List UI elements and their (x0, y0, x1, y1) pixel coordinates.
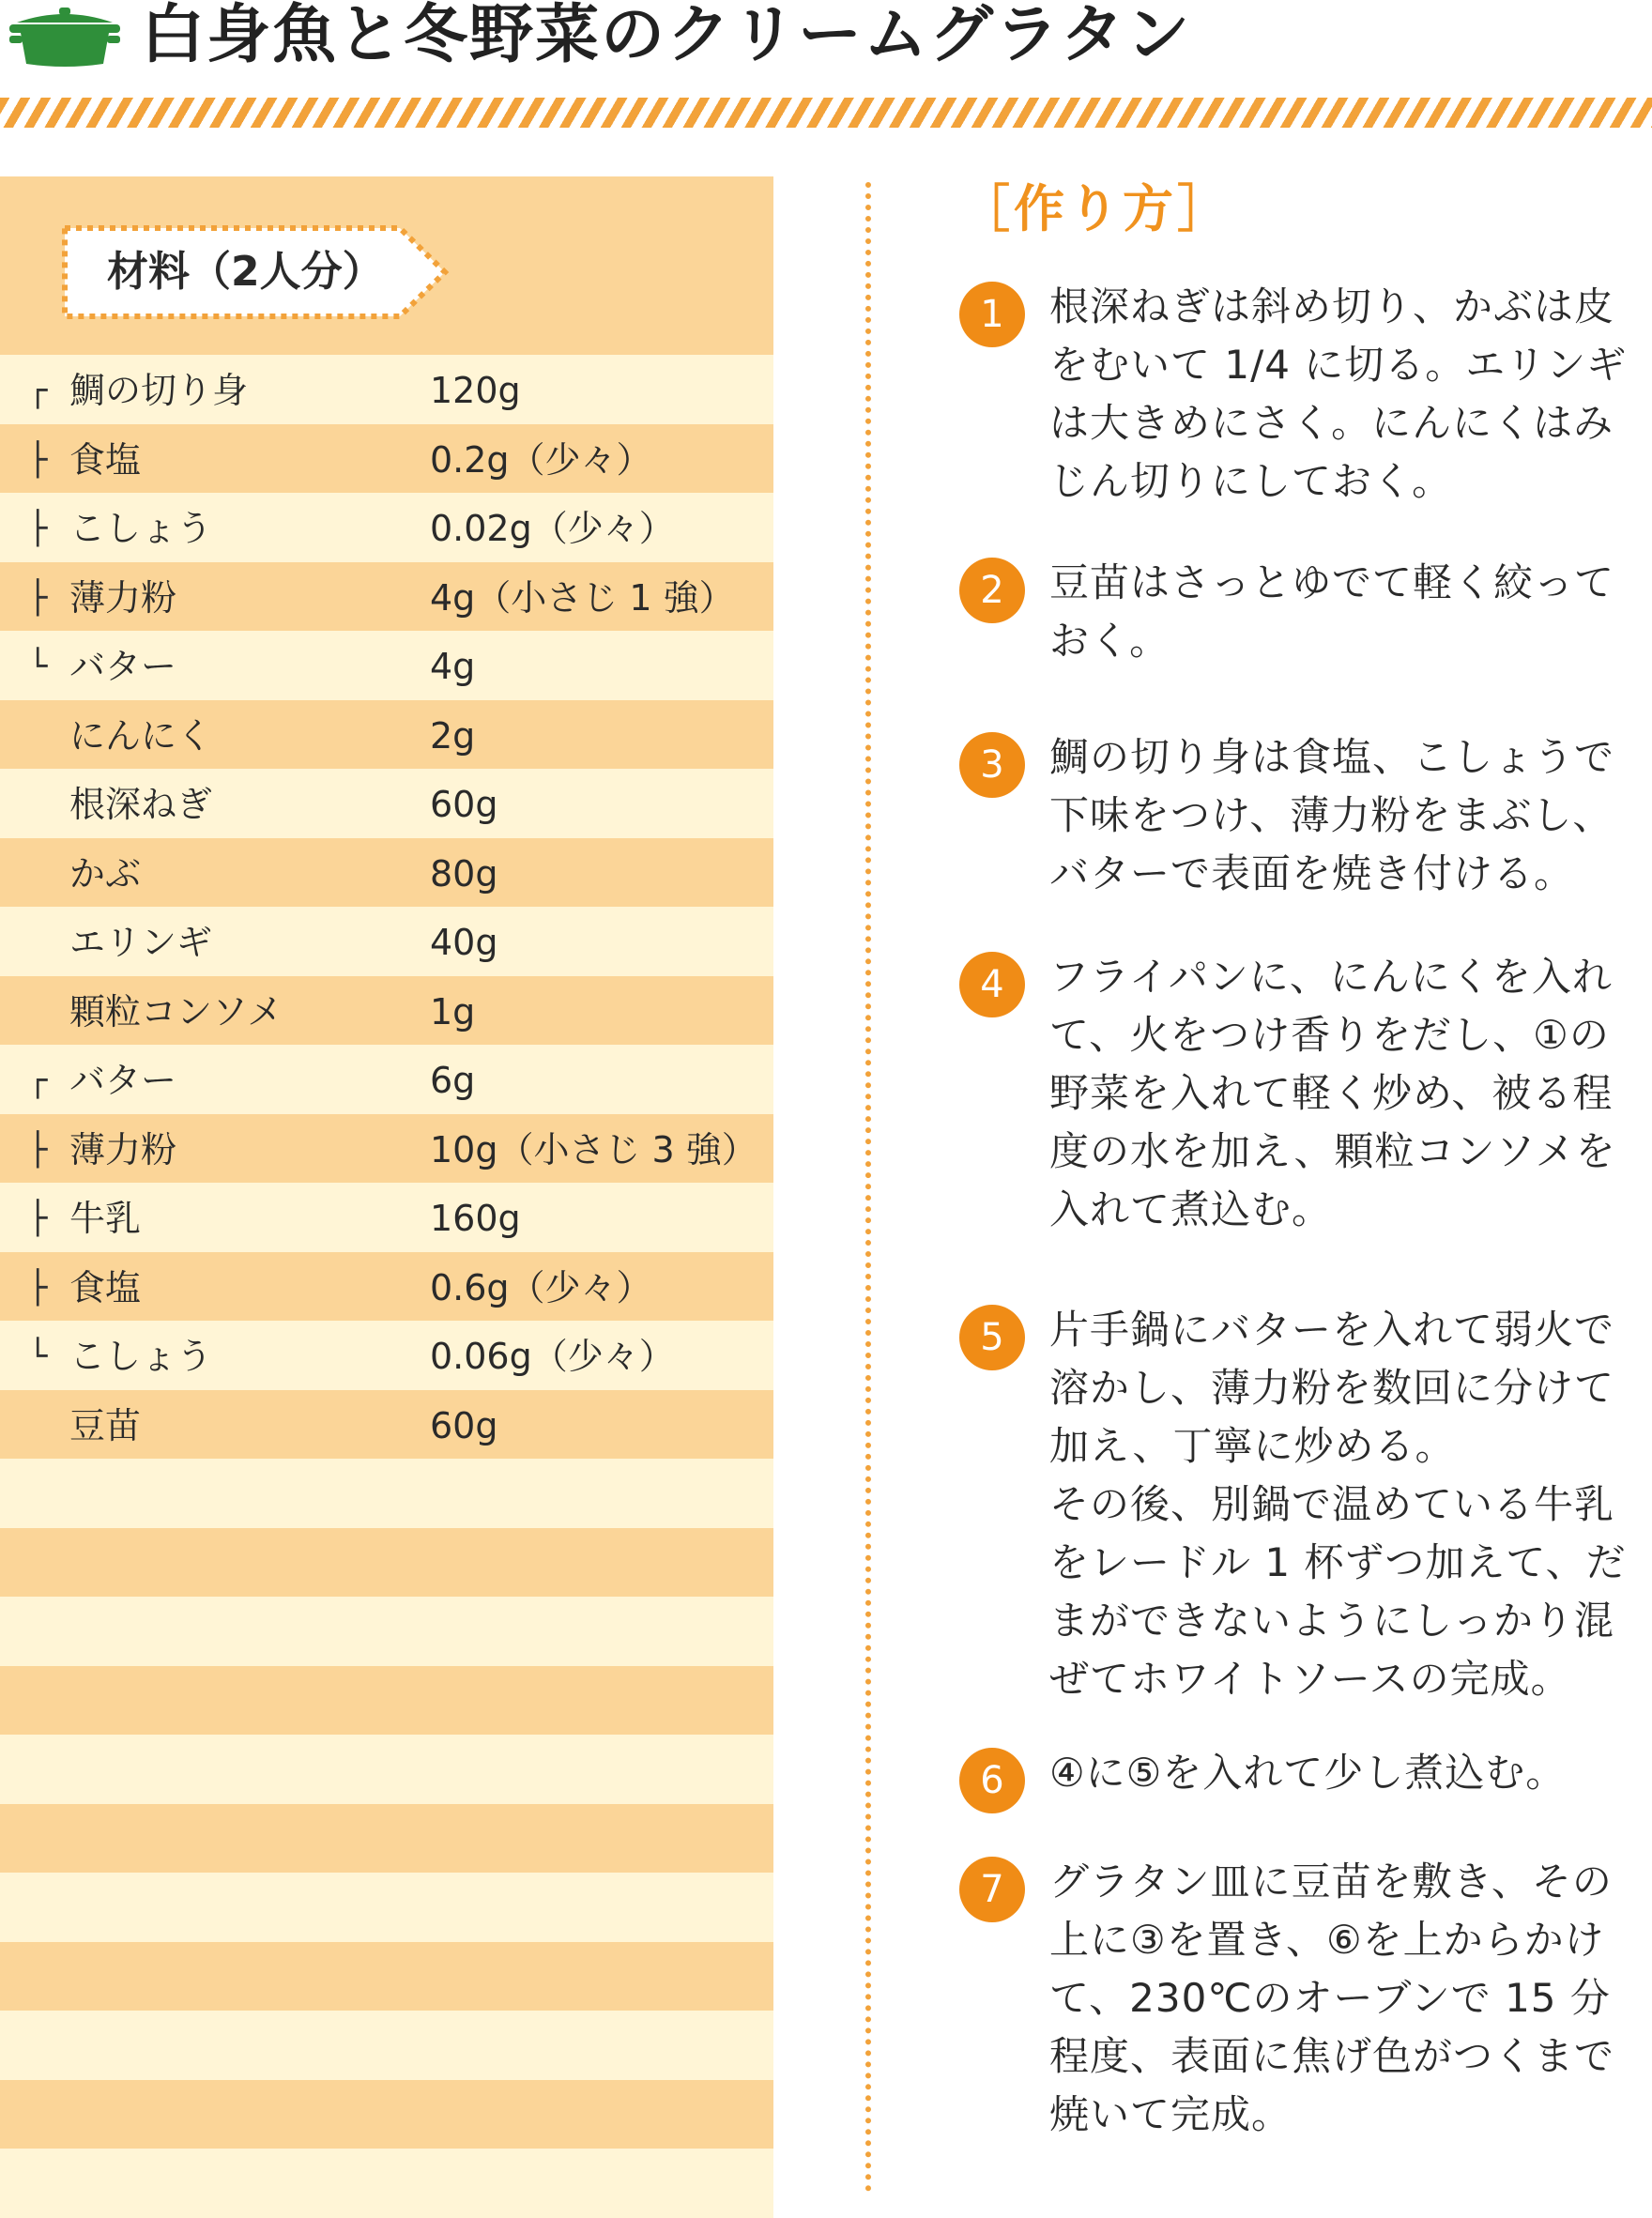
ingredient-name: 鯛の切り身 (69, 370, 249, 411)
ingredient-row (0, 424, 773, 494)
step-text: グラタン皿に豆苗を敷き、その 上に③を置き、⑥を上からかけ て、230℃のオーブンで 15 分 程度、表面に焦げ色がつくまで 焼いて完成。 (1049, 1859, 1615, 2137)
ingredient-row (0, 562, 773, 632)
ingredient-name: にんにく (69, 714, 213, 757)
ingredient-row (0, 1114, 773, 1184)
ingredient-name: 豆苗 (69, 1404, 142, 1446)
ingredient-name: 薄力粉 (69, 576, 177, 619)
step-number-badge: 6 (959, 1748, 1025, 1813)
dotted-divider (865, 182, 871, 2193)
ingredient-name: 根深ねぎ (69, 784, 213, 825)
ingredient-row (0, 1045, 773, 1114)
ingredient-row (0, 355, 773, 424)
ingredient-amount: 0.2g（少々） (430, 438, 652, 481)
ingredients-tag (62, 225, 456, 319)
ingredient-row (0, 1735, 773, 1804)
ingredient-row (0, 1390, 773, 1460)
ingredient-name: 食塩 (69, 438, 142, 481)
ingredient-amount: 2g (430, 714, 476, 757)
group-bracket: ├ (28, 578, 48, 617)
ingredient-row (0, 1873, 773, 1942)
ingredient-row (0, 769, 773, 838)
group-bracket: ┌ (28, 372, 48, 409)
ingredient-row (0, 1597, 773, 1666)
step-text: ④に⑤を入れて少し煮込む。 (1049, 1750, 1567, 1796)
group-bracket: ├ (28, 440, 48, 479)
ingredient-row (0, 631, 773, 700)
ingredient-row (0, 1252, 773, 1322)
ingredients-list (0, 355, 773, 2218)
ingredient-row (0, 1528, 773, 1598)
ingredient-amount: 120g (430, 370, 521, 411)
ingredient-amount: 60g (430, 1404, 498, 1446)
step-number-badge: 7 (959, 1857, 1025, 1922)
ingredient-row (0, 838, 773, 908)
ingredient-amount: 4g (430, 646, 476, 687)
ingredient-amount: 0.02g（少々） (430, 508, 675, 549)
page-title: 白身魚と冬野菜のクリームグラタン (141, 0, 1192, 72)
step-number-badge: 5 (959, 1305, 1025, 1370)
group-bracket: ┌ (28, 1062, 48, 1099)
group-bracket: └ (28, 648, 48, 685)
ingredient-name: かぶ (69, 852, 142, 895)
step-number-badge: 3 (959, 732, 1025, 798)
group-bracket: ├ (28, 1200, 48, 1237)
ingredient-amount: 80g (430, 852, 498, 895)
ingredient-row (0, 1459, 773, 1528)
stripe-divider (0, 98, 1652, 128)
method-heading: ［作り方］ (959, 179, 1231, 238)
ingredients-header (0, 176, 773, 355)
group-bracket: ├ (28, 510, 48, 547)
step-text: 豆苗はさっとゆでて軽く絞って おく。 (1049, 559, 1615, 664)
ingredient-amount: 4g（小さじ 1 強） (430, 576, 735, 619)
ingredient-name: バター (69, 1060, 177, 1101)
ingredient-row (0, 2080, 773, 2149)
ingredient-row (0, 1666, 773, 1736)
ingredient-amount: 40g (430, 922, 498, 963)
ingredient-amount: 0.06g（少々） (430, 1336, 675, 1377)
ingredient-name: こしょう (69, 508, 213, 549)
ingredient-name: こしょう (69, 1336, 213, 1377)
ingredient-amount: 0.6g（少々） (430, 1266, 652, 1308)
ingredient-amount: 60g (430, 784, 498, 825)
ingredient-name: バター (69, 646, 177, 687)
ingredient-row (0, 2149, 773, 2218)
ingredient-row (0, 700, 773, 770)
ingredient-row (0, 1321, 773, 1390)
ingredient-row (0, 976, 773, 1046)
step-number-badge: 4 (959, 952, 1025, 1017)
ingredient-amount: 6g (430, 1060, 476, 1101)
ingredient-row (0, 1183, 773, 1252)
ingredient-row (0, 907, 773, 976)
step-number-badge: 1 (959, 282, 1025, 347)
ingredient-name: 顆粒コンソメ (69, 990, 283, 1033)
step-text: フライパンに、にんにくを入れ て、火をつけ香りをだし、①の 野菜を入れて軽く炒め、被る程 度の水を加え、顆粒コンソメを 入れて煮込む。 (1049, 954, 1616, 1232)
ingredient-name: 食塩 (69, 1266, 142, 1308)
ingredient-amount: 160g (430, 1198, 521, 1239)
pot-icon (9, 2, 120, 68)
ingredient-row (0, 1942, 773, 2011)
ingredient-amount: 1g (430, 990, 476, 1033)
title-bar (0, 0, 1652, 131)
step-text: 鯛の切り身は食塩、こしょうで 下味をつけ、薄力粉をまぶし、 バターで表面を焼き付ける。 (1049, 734, 1615, 896)
ingredient-row (0, 2011, 773, 2080)
group-bracket: ├ (28, 1268, 48, 1307)
ingredient-row (0, 493, 773, 562)
step-text: 片手鍋にバターを入れて弱火で 溶かし、薄力粉を数回に分けて 加え、丁寧に炒める。 その後、別鍋で温めている牛乳 をレードル 1 杯ずつ加えて、だ まができないようにしっかり混 ぜてホワイトソースの完成。 (1049, 1307, 1627, 1702)
ingredient-row (0, 1804, 773, 1874)
group-bracket: ├ (28, 1130, 48, 1169)
ingredient-name: 薄力粉 (69, 1128, 177, 1170)
ingredient-name: エリンギ (69, 922, 213, 963)
step-number-badge: 2 (959, 558, 1025, 623)
ingredient-name: 牛乳 (69, 1198, 142, 1239)
step-text: 根深ねぎは斜め切り、かぶは皮 をむいて 1/4 に切る。エリンギ は大きめにさく。にんにくはみ じん切りにしておく。 (1049, 283, 1628, 504)
group-bracket: └ (28, 1338, 48, 1375)
ingredient-amount: 10g（小さじ 3 強） (430, 1128, 757, 1170)
ingredients-panel (0, 176, 773, 2193)
ingredients-heading: 材料（2人分） (107, 248, 384, 296)
